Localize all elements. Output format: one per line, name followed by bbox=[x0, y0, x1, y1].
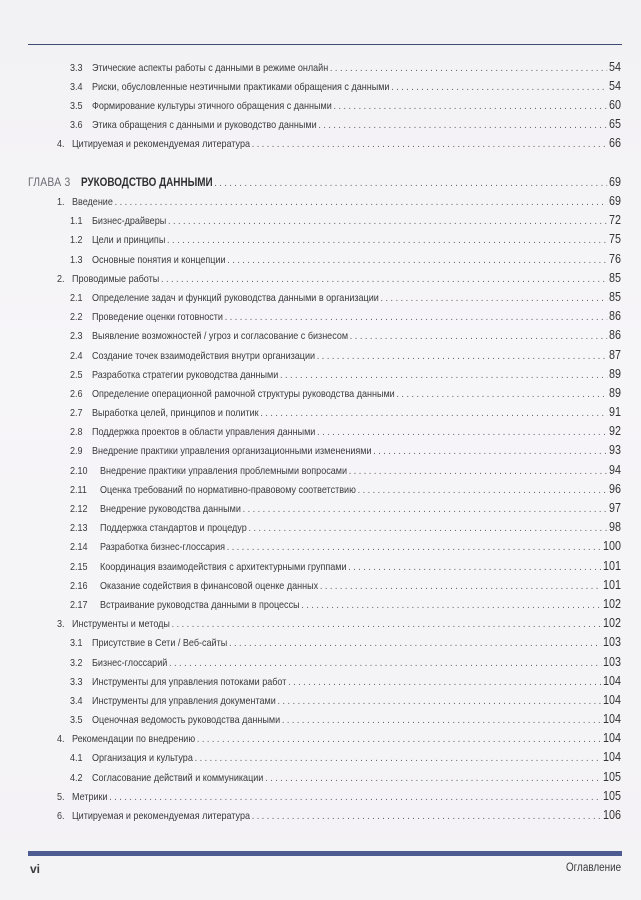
dot-leader bbox=[168, 212, 607, 231]
toc-entry-number: 2.12 bbox=[69, 503, 88, 515]
toc-entry-title: Создание точек взаимодействия внутри организации bbox=[91, 350, 316, 362]
dot-leader bbox=[358, 481, 608, 500]
toc-entry[interactable] bbox=[0, 557, 621, 576]
toc-entry-number: 3.3 bbox=[69, 62, 83, 74]
toc-entry-title: Поддержка стандартов и процедур bbox=[99, 522, 247, 534]
toc-entry-title: Формирование культуры этичного обращения с данными bbox=[91, 100, 332, 112]
dot-leader bbox=[381, 289, 608, 308]
dot-leader bbox=[227, 251, 607, 270]
toc-entry-number: 3.5 bbox=[69, 100, 83, 112]
toc-entry[interactable] bbox=[0, 326, 621, 345]
dot-leader bbox=[396, 385, 607, 404]
toc-entry-page: 104 bbox=[603, 693, 621, 707]
toc-entry-page: 96 bbox=[609, 482, 621, 496]
toc-entry-number: 2.9 bbox=[69, 445, 83, 457]
footer-section-title: Оглавление bbox=[565, 862, 621, 874]
toc-entry-page: 91 bbox=[609, 405, 621, 419]
dot-leader bbox=[252, 135, 608, 154]
dot-leader bbox=[391, 78, 607, 97]
toc-entry[interactable] bbox=[0, 346, 621, 365]
toc-entry-page: 69 bbox=[609, 194, 621, 208]
toc-entry-number: 5. bbox=[56, 791, 65, 803]
toc-entry-number: 2.3 bbox=[69, 330, 83, 342]
toc-entry-page: 105 bbox=[603, 789, 621, 803]
toc-entry-number: 2.7 bbox=[69, 407, 83, 419]
toc-entry[interactable] bbox=[0, 365, 621, 384]
dot-leader bbox=[330, 59, 607, 78]
dot-leader bbox=[243, 500, 608, 519]
toc-entry-number: 2.6 bbox=[69, 388, 83, 400]
dot-leader bbox=[301, 596, 601, 615]
toc-entry-title: Метрики bbox=[71, 791, 108, 803]
toc-entry-title: Риски, обусловленные неэтичными практиками обращения с данными bbox=[91, 81, 390, 93]
toc-entry[interactable] bbox=[0, 595, 621, 614]
dot-leader bbox=[115, 193, 608, 212]
toc-entry-page: 100 bbox=[603, 539, 621, 553]
toc-entry-title: Присутствие в Сети / Веб-сайты bbox=[91, 637, 228, 649]
toc-entry-number: 2.2 bbox=[69, 311, 83, 323]
toc-entry-number: 2.11 bbox=[69, 484, 87, 496]
toc-entry-page: 98 bbox=[609, 520, 621, 534]
toc-entry-title: Разработка бизнес-глоссария bbox=[99, 541, 226, 553]
dot-leader bbox=[280, 366, 607, 385]
toc-entry-page: 103 bbox=[603, 635, 621, 649]
toc-entry[interactable] bbox=[0, 115, 621, 134]
toc-entry-page: 104 bbox=[603, 731, 621, 745]
top-rule bbox=[28, 44, 622, 45]
toc-entry-title: Основные понятия и концепции bbox=[91, 254, 226, 266]
dot-leader bbox=[252, 807, 602, 826]
toc-entry[interactable] bbox=[0, 192, 621, 211]
toc-entry-title: Разработка стратегии руководства данными bbox=[91, 369, 279, 381]
toc-entry-page: 103 bbox=[603, 655, 621, 669]
dot-leader bbox=[197, 730, 601, 749]
toc-entry[interactable] bbox=[0, 787, 621, 806]
toc-entry[interactable] bbox=[0, 288, 621, 307]
toc-entry-number: 4. bbox=[56, 733, 65, 745]
toc-entry[interactable] bbox=[0, 537, 621, 556]
toc-entry-number: 4. bbox=[56, 138, 65, 150]
toc-entry-title: Введение bbox=[71, 196, 113, 208]
dot-leader bbox=[169, 654, 601, 673]
toc-entry-title: Внедрение практики управления проблемными вопросами bbox=[99, 465, 348, 477]
dot-leader bbox=[214, 174, 607, 193]
toc-entry[interactable] bbox=[0, 576, 621, 595]
toc-entry[interactable] bbox=[0, 480, 621, 499]
chapter-heading[interactable] bbox=[0, 173, 621, 192]
toc-entry-page: 75 bbox=[609, 232, 621, 246]
toc-entry-number: 3. bbox=[56, 618, 65, 630]
toc-entry-page: 72 bbox=[609, 213, 621, 227]
dot-leader bbox=[172, 615, 602, 634]
toc-entry-number: 1.2 bbox=[69, 234, 83, 246]
dot-leader bbox=[195, 749, 602, 768]
toc-entry-number: 3.5 bbox=[69, 714, 83, 726]
toc-entry[interactable] bbox=[0, 461, 621, 480]
toc-entry-page: 65 bbox=[609, 117, 621, 131]
toc-entry-title: Внедрение руководства данными bbox=[99, 503, 241, 515]
toc-entry-page: 76 bbox=[609, 252, 621, 266]
toc-entry-page: 97 bbox=[609, 501, 621, 515]
toc-entry-page: 105 bbox=[603, 770, 621, 784]
dot-leader bbox=[350, 327, 608, 346]
toc-entry-number: 4.1 bbox=[69, 752, 83, 764]
toc-entry-number: 2. bbox=[56, 273, 65, 285]
toc-entry-number: 2.14 bbox=[69, 541, 88, 553]
toc-entry-page: 94 bbox=[609, 463, 621, 477]
toc-entry-page: 89 bbox=[609, 386, 621, 400]
toc-entry[interactable] bbox=[0, 77, 621, 96]
toc-entry-number: 2.1 bbox=[69, 292, 83, 304]
toc-entry-number: 2.8 bbox=[69, 426, 83, 438]
toc-entry-number: 4.2 bbox=[69, 772, 83, 784]
toc-entry-page: 104 bbox=[603, 674, 621, 688]
toc-entry-page: 106 bbox=[603, 808, 621, 822]
toc-entry-page: 86 bbox=[609, 328, 621, 342]
toc-entry-title: Оказание содействия в финансовой оценке данных bbox=[99, 580, 319, 592]
toc-entry[interactable] bbox=[0, 729, 621, 748]
toc-entry[interactable] bbox=[0, 403, 621, 422]
toc-entry[interactable] bbox=[0, 633, 621, 652]
toc-entry-title: Определение задач и функций руководства данными в организации bbox=[91, 292, 379, 304]
toc-entry-title: Проведение оценки готовности bbox=[91, 311, 223, 323]
toc-entry-number: 3.4 bbox=[69, 695, 83, 707]
toc-entry-page: 85 bbox=[609, 271, 621, 285]
toc-entry-title: Проводимые работы bbox=[71, 273, 160, 285]
toc-entry[interactable] bbox=[0, 211, 621, 230]
toc-entry-title: Инструменты для управления документами bbox=[91, 695, 276, 707]
dot-leader bbox=[260, 404, 607, 423]
toc-entry-number: 6. bbox=[56, 810, 65, 822]
toc-entry-page: 104 bbox=[603, 712, 621, 726]
toc-entry-page: 89 bbox=[609, 367, 621, 381]
toc-entry-number: 1.3 bbox=[69, 254, 83, 266]
toc-entry-title: Рекомендации по внедрению bbox=[71, 733, 196, 745]
toc-entry[interactable] bbox=[0, 653, 621, 672]
toc-entry-page: 54 bbox=[609, 79, 621, 93]
toc-entry-title: Выработка целей, принципов и политик bbox=[91, 407, 259, 419]
dot-leader bbox=[317, 423, 607, 442]
dot-leader bbox=[373, 442, 607, 461]
toc-entry-number: 2.10 bbox=[69, 465, 88, 477]
toc-entry[interactable] bbox=[0, 58, 621, 77]
footer-page-number: vi bbox=[30, 862, 41, 876]
toc-entry[interactable] bbox=[0, 499, 621, 518]
toc-entry-title: Бизнес-глоссарий bbox=[91, 657, 168, 669]
toc-entry-page: 66 bbox=[609, 136, 621, 150]
toc-entry[interactable] bbox=[0, 768, 621, 787]
toc-entry-page: 92 bbox=[609, 424, 621, 438]
toc-entry-title: Этика обращения с данными и руководство данными bbox=[91, 119, 317, 131]
toc-entry-number: 3.2 bbox=[69, 657, 83, 669]
toc-entry-number: 2.13 bbox=[69, 522, 88, 534]
toc-entry-title: Определение операционной рамочной структуры руководства данными bbox=[91, 388, 395, 400]
toc-entry-title: Цели и принципы bbox=[91, 234, 166, 246]
toc-entry[interactable] bbox=[0, 518, 621, 537]
toc-entry-number: 2.5 bbox=[69, 369, 83, 381]
dot-leader bbox=[167, 231, 607, 250]
toc-entry[interactable] bbox=[0, 269, 621, 288]
page-number: 69 bbox=[609, 175, 621, 189]
toc-entry[interactable] bbox=[0, 307, 621, 326]
toc-entry-title: Цитируемая и рекомендуемая литература bbox=[71, 810, 251, 822]
bottom-rule bbox=[28, 851, 622, 856]
dot-leader bbox=[282, 711, 601, 730]
toc-entry-title: Цитируемая и рекомендуемая литература bbox=[71, 138, 251, 150]
toc-entry-page: 60 bbox=[609, 98, 621, 112]
dot-leader bbox=[229, 634, 601, 653]
toc-entry-title: Инструменты для управления потоками работ bbox=[91, 676, 287, 688]
toc-entry-number: 1. bbox=[56, 196, 65, 208]
dot-leader bbox=[288, 673, 601, 692]
dot-leader bbox=[278, 692, 602, 711]
dot-leader bbox=[333, 97, 607, 116]
toc-entry[interactable] bbox=[0, 422, 621, 441]
toc-entry-page: 101 bbox=[603, 559, 621, 573]
toc-entry-page: 85 bbox=[609, 290, 621, 304]
toc-entry-number: 1.1 bbox=[69, 215, 83, 227]
toc-entry[interactable] bbox=[0, 441, 621, 460]
toc-entry-title: Внедрение практики управления организационными изменениями bbox=[91, 445, 372, 457]
toc-entry-page: 104 bbox=[603, 750, 621, 764]
toc-entry[interactable] bbox=[0, 384, 621, 403]
toc-entry[interactable] bbox=[0, 672, 621, 691]
toc-entry-number: 2.16 bbox=[69, 580, 88, 592]
toc-entry-number: 3.3 bbox=[69, 676, 83, 688]
toc-entry-title: Оценка требований по нормативно-правовому соответствию bbox=[99, 484, 356, 496]
toc-entry-number: 2.15 bbox=[69, 561, 88, 573]
toc-entry-title: Выявление возможностей / угроз и согласование с бизнесом bbox=[91, 330, 349, 342]
toc-entry-title: Встраивание руководства данными в процессы bbox=[99, 599, 300, 611]
chapter-label: ГЛАВА 3 bbox=[27, 175, 71, 189]
toc-entry-title: Поддержка проектов в области управления данными bbox=[91, 426, 316, 438]
toc-entry[interactable] bbox=[0, 134, 621, 153]
toc-entry[interactable] bbox=[0, 691, 621, 710]
toc-entry-title: Согласование действий и коммуникации bbox=[91, 772, 264, 784]
toc-entry[interactable] bbox=[0, 806, 621, 825]
chapter-title: РУКОВОДСТВО ДАННЫМИ bbox=[80, 177, 213, 189]
toc-entry-page: 101 bbox=[603, 578, 621, 592]
toc-entry-page: 102 bbox=[603, 616, 621, 630]
dot-leader bbox=[317, 347, 608, 366]
dot-leader bbox=[348, 558, 601, 577]
toc-entry-page: 102 bbox=[603, 597, 621, 611]
dot-leader bbox=[320, 577, 601, 596]
toc-entry-number: 3.6 bbox=[69, 119, 83, 131]
toc-entry-title: Организация и культура bbox=[91, 752, 193, 764]
dot-leader bbox=[349, 462, 608, 481]
toc-entry[interactable] bbox=[0, 250, 621, 269]
toc-entry-number: 2.4 bbox=[69, 350, 83, 362]
toc-entry-title: Этические аспекты работы с данными в режиме онлайн bbox=[91, 62, 329, 74]
toc-entry-number: 3.1 bbox=[69, 637, 83, 649]
dot-leader bbox=[109, 788, 601, 807]
toc-entry-title: Инструменты и методы bbox=[71, 618, 170, 630]
toc-entry-title: Бизнес-драйверы bbox=[91, 215, 167, 227]
toc-entry-page: 86 bbox=[609, 309, 621, 323]
toc-entry-title: Оценочная ведомость руководства данными bbox=[91, 714, 281, 726]
toc-entry[interactable] bbox=[0, 710, 621, 729]
toc-entry-title: Координация взаимодействия с архитектурными группами bbox=[99, 561, 347, 573]
toc-entry-page: 87 bbox=[609, 348, 621, 362]
dot-leader bbox=[318, 116, 607, 135]
toc-entry-page: 93 bbox=[609, 443, 621, 457]
toc-entry-page: 54 bbox=[609, 60, 621, 74]
toc-entry[interactable] bbox=[0, 614, 621, 633]
dot-leader bbox=[161, 270, 607, 289]
toc-entry-number: 2.17 bbox=[69, 599, 88, 611]
dot-leader bbox=[227, 538, 602, 557]
dot-leader bbox=[265, 769, 601, 788]
dot-leader bbox=[248, 519, 607, 538]
toc-entry[interactable] bbox=[0, 230, 621, 249]
toc-entry[interactable] bbox=[0, 748, 621, 767]
dot-leader bbox=[225, 308, 608, 327]
toc-entry-number: 3.4 bbox=[69, 81, 83, 93]
toc-entry[interactable] bbox=[0, 96, 621, 115]
